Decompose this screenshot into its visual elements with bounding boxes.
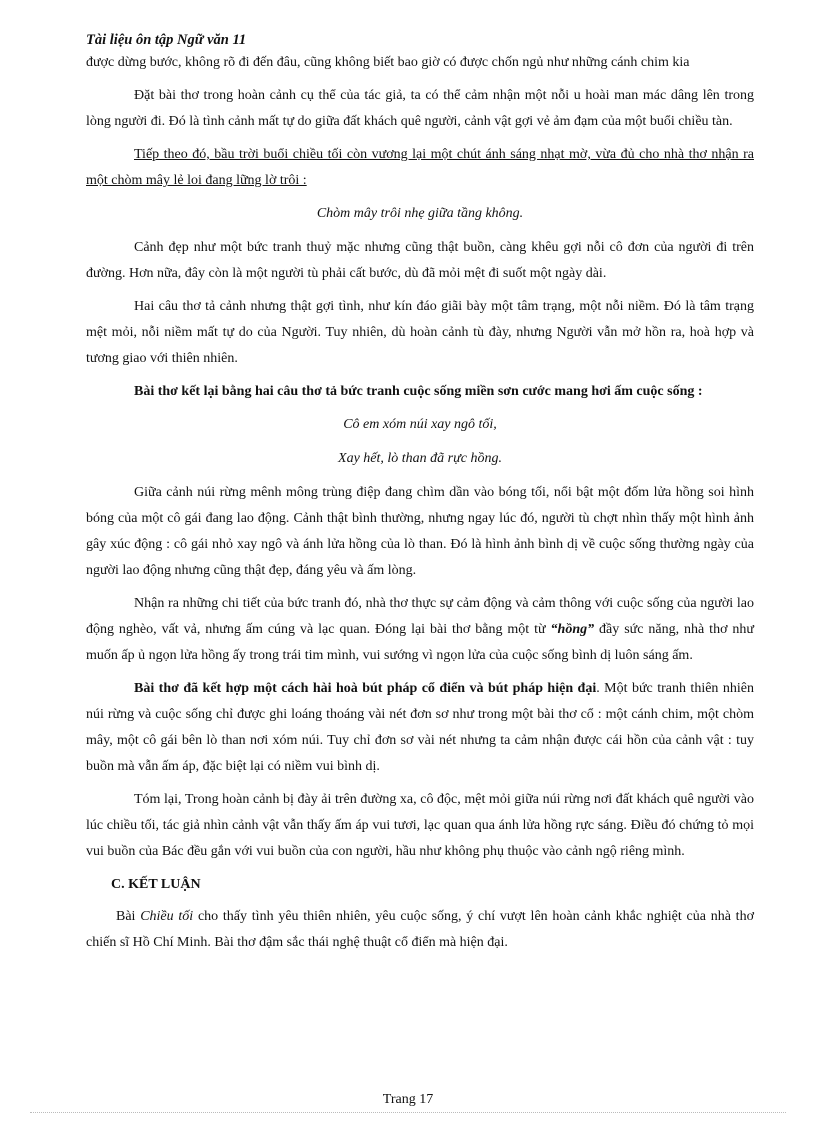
section-heading-conclusion: C. KẾT LUẬN — [111, 877, 201, 892]
paragraph-11 — [86, 904, 754, 956]
paragraph-1: được dừng bước, không rõ đi đến đâu, cũng không biết bao giờ có được chốn ngủ như những cánh chim kia — [86, 55, 690, 70]
document-page — [86, 30, 754, 963]
paragraph-8 — [86, 591, 754, 669]
page-number: Trang 17 — [377, 1092, 439, 1107]
paragraph-7: Giữa cảnh núi rừng mênh mông trùng điệp đang chìm dần vào bóng tối, nổi bật một đốm lửa hồng soi hình bóng của một cô gái đang lao động. Cảnh thật bình thường, nhưng ngay lúc đó, người tù chợt nhìn thấy một hình ảnh gây xúc động : cô gái nhỏ xay ngô và ánh lửa hồng của lò than. Đó là hình ảnh bình dị về cuộc sống thường ngày của người lao động nhưng cũng thật đẹp, đáng yêu và ấm lòng. — [86, 485, 754, 578]
paragraph-3: Tiếp theo đó, bầu trời buổi chiều tối còn vương lại một chút ánh sáng nhạt mờ, vừa đủ cho nhà thơ nhận ra một chòm mây lẻ loi đang lững lờ trôi : — [86, 147, 754, 188]
paragraph-9 — [86, 676, 754, 780]
paragraph-9-bold: Bài thơ đã kết hợp một cách hài hoà bút pháp cổ điển và bút pháp hiện đại — [134, 681, 597, 696]
paragraph-6: Bài thơ kết lại bằng hai câu thơ tả bức tranh cuộc sống miền sơn cước mang hơi ấm cuộc sống : — [134, 384, 703, 399]
paragraph-10: Tóm lại, Trong hoàn cảnh bị đày ải trên đường xa, cô độc, mệt mỏi giữa núi rừng nơi đất khách quê người vào lúc chiều tối, tác giả nhìn cảnh vật vẫn thấy ấm áp vui tươi, lạc quan qua ánh lửa hồng rực sáng. Điều đó chứng tỏ mọi vui buồn của Bác đều gắn với vui buồn của con người, hầu như không phụ thuộc vào cảnh ngộ riêng mình. — [86, 792, 754, 859]
footer-divider — [30, 1112, 786, 1113]
paragraph-9-rest: . Một bức tranh thiên nhiên núi rừng và cuộc sống chỉ được ghi loáng thoáng vài nét đơn sơ như trong một bài thơ cổ : một cánh chim, một chòm mây, một cô gái bên lò than nơi xóm núi. Tuy chỉ đơn sơ vài nét nhưng ta cảm nhận được cái hồn của cảnh vật : tuy buồn mà vẫn ấm áp, đặc biệt lại có niềm vui bình dị. — [86, 681, 754, 774]
paragraph-8-start: Nhận ra những chi tiết của bức tranh đó, nhà thơ thực sự cảm động và cảm thông với cuộc sống của người lao động nghèo, vất vả, nhưng ấm cúng và lạc quan. Đóng lại bài thơ bằng một từ — [86, 596, 754, 637]
paragraph-8-end: đầy sức năng, nhà thơ như muốn ấp ủ ngọn lửa hồng ấy trong trái tim mình, vui sướng vì ngọn lửa của cuộc sống bình dị luôn sáng ấm. — [86, 622, 755, 663]
paragraph-2: Đặt bài thơ trong hoàn cảnh cụ thể của tác giả, ta có thể cảm nhận một nỗi u hoài man mác dâng lên trong lòng người đi. Đó là tình cảnh mất tự do giữa đất khách quê người, cảnh vật gợi vẻ ảm đạm của một buổi chiều tàn. — [86, 88, 754, 129]
paragraph-11-end: cho thấy tình yêu thiên nhiên, yêu cuộc sống, ý chí vượt lên hoàn cảnh khắc nghiệt của nhà thơ chiến sĩ Hồ Chí Minh. Bài thơ đậm sắc thái nghệ thuật cổ điển mà hiện đại. — [86, 909, 754, 950]
paragraph-5: Hai câu thơ tả cảnh nhưng thật gợi tình, như kín đáo giãi bày một tâm trạng, một nỗi niềm. Đó là tâm trạng mệt mỏi, nỗi niềm mất tự do của Người. Tuy nhiên, dù hoàn cảnh tù đày, nhưng Người vẫn mở hồn ra, hoà hợp và tương giao với thiên nhiên. — [86, 299, 754, 366]
page-footer — [0, 1092, 816, 1123]
paragraph-4: Cảnh đẹp như một bức tranh thuỷ mặc nhưng cũng thật buồn, càng khêu gợi nỗi cô đơn của người đi trên đường. Hơn nữa, đây còn là một người tù phải cất bước, dù đã mỏi mệt đi suốt một ngày dài. — [86, 240, 754, 281]
paragraph-11-start: Bài — [116, 909, 141, 924]
verse-line-3: Xay hết, lò than đã rực hồng. — [338, 451, 502, 466]
document-header: Tài liệu ôn tập Ngữ văn 11 — [86, 32, 247, 48]
emphasized-word-hong: “hồng” — [550, 622, 595, 637]
poem-title: Chiều tối — [140, 909, 194, 924]
verse-line-1: Chòm mây trôi nhẹ giữa tầng không. — [316, 206, 524, 221]
verse-line-2: Cô em xóm núi xay ngô tối, — [343, 417, 497, 432]
